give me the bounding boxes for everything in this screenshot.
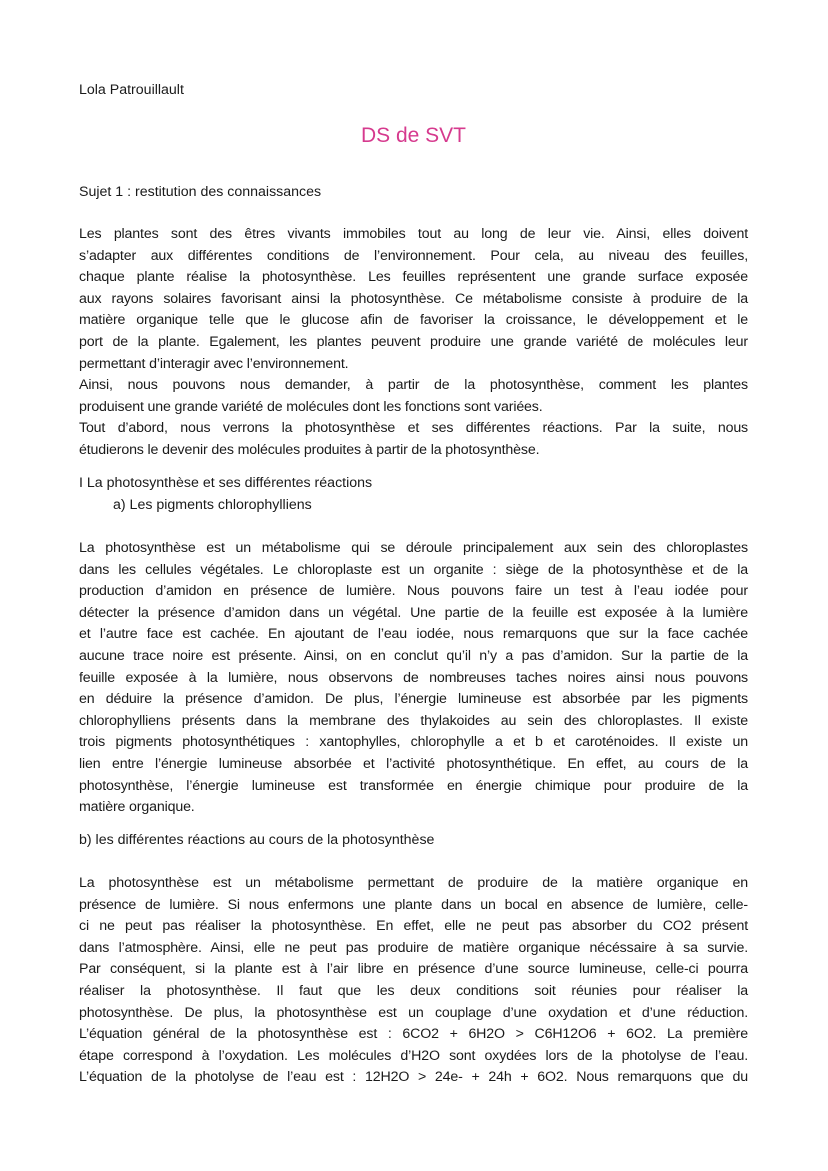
- text-line: La photosynthèse est un métabolisme qui se déroule principalement aux sein des chloroplastes: [79, 540, 748, 556]
- text-line: photosynthèse. De plus, la photosynthèse est un couplage d’une oxydation et d’une réduction.: [79, 1004, 748, 1021]
- text-line: L’équation général de la photosynthèse est : 6CO2 + 6H2O > C6H12O6 + 6O2. La première: [79, 1026, 748, 1043]
- text-line: matière organique.: [79, 799, 195, 816]
- text-line: La photosynthèse est un métabolisme permettant de produire de la matière organique en: [79, 875, 748, 891]
- text-line: réaliser la photosynthèse. Il faut que les deux conditions soit réunies pour réaliser la: [79, 982, 748, 999]
- text-line: s’adapter aux différentes conditions de l’environnement. Pour cela, au niveau des feuilles,: [79, 247, 748, 264]
- text-line: port de la plante. Egalement, les plantes peuvent produire une grande variété de molécules leur: [79, 333, 748, 350]
- subsection-a-paragraph: [79, 538, 748, 819]
- document-title: DS de SVT: [360, 124, 467, 147]
- text-line: trois pigments photosynthétiques : xantophylles, chlorophylle a et b et caroténoides. Il existe un: [79, 734, 748, 751]
- text-line: étape correspond à l’oxydation. Les molécules d’H2O sont oxydées lors de la photolyse de l’eau.: [79, 1047, 748, 1064]
- text-line: en déduire la présence d’amidon. De plus, l’énergie lumineuse est absorbée par les pigments: [79, 691, 748, 708]
- intro-paragraph: [79, 224, 748, 462]
- text-line: détecter la présence d’amidon dans un végétal. Une partie de la feuille est exposée à la lumière: [79, 604, 748, 621]
- text-line: permettant d’interagir avec l’environnement.: [79, 355, 349, 372]
- text-line: et l’autre face est cachée. En ajoutant de l’eau iodée, nous remarquons que sur la face cachée: [79, 626, 748, 643]
- text-line: feuille exposée à la lumière, nous observons de nombreuses taches noires ainsi nous pouvons: [79, 669, 748, 686]
- text-line: Les plantes sont des êtres vivants immobiles tout au long de leur vie. Ainsi, elles doivent: [79, 226, 748, 242]
- text-line: chaque plante réalise la photosynthèse. Les feuilles représentent une grande surface exposée: [79, 269, 748, 286]
- text-line: photosynthèse, l’énergie lumineuse est transformée en énergie chimique pour produire de la: [79, 777, 748, 794]
- text-line: Tout d’abord, nous verrons la photosynthèse et ses différentes réactions. Par la suite, nous: [79, 420, 748, 437]
- section-heading: I La photosynthèse et ses différentes réactions: [79, 475, 373, 491]
- text-line: Par conséquent, si la plante est à l’air libre en présence d’une source lumineuse, celle-ci pourra: [79, 961, 748, 978]
- text-line: dans l’atmosphère. Ainsi, elle ne peut pas produire de matière organique nécéssaire à sa survie.: [79, 939, 748, 956]
- text-line: chlorophylliens présents dans la membrane des thylakoides au sein des chloroplastes. Il existe: [79, 712, 748, 729]
- text-line: L’équation de la photolyse de l’eau est : 12H2O > 24e- + 24h + 6O2. Nous remarquons que du: [79, 1069, 748, 1086]
- text-line: présence de lumière. Si nous enfermons une plante dans un bocal en absence de lumière, celle-: [79, 896, 748, 913]
- text-line: lien entre l’énergie lumineuse absorbée et l’activité photosynthétique. En effet, au cours de la: [79, 755, 748, 772]
- subsection-b-paragraph: [79, 873, 748, 1089]
- text-line: aucune trace noire est présente. Ainsi, on en conclut qu’il n’y a pas d’amidon. Sur la partie de la: [79, 647, 748, 664]
- text-line: matière organique telle que le glucose afin de favoriser la croissance, le développement et le: [79, 312, 748, 329]
- text-line: ci ne peut pas réaliser la photosynthèse. En effet, elle ne peut pas absorber du CO2 présent: [79, 918, 748, 935]
- text-line: étudierons le devenir des molécules produites à partir de la photosynthèse.: [79, 441, 540, 458]
- text-line: dans les cellules végétales. Le chloroplaste est un organite : siège de la photosynthèse et de la: [79, 561, 748, 578]
- text-line: aux rayons solaires favorisant ainsi la photosynthèse. Ce métabolisme consiste à produire de la: [79, 290, 748, 307]
- subsection-heading-a: a) Les pigments chlorophylliens: [113, 497, 312, 513]
- text-line: production d’amidon en présence de lumière. Nous pouvons faire un test à l’eau iodée pour: [79, 583, 748, 600]
- subject-heading: Sujet 1 : restitution des connaissances: [79, 184, 322, 200]
- author-name: Lola Patrouillault: [79, 82, 184, 98]
- subsection-heading-b: b) les différentes réactions au cours de la photosynthèse: [79, 832, 435, 848]
- text-line: produisent une grande variété de molécules dont les fonctions sont variées.: [79, 398, 543, 415]
- text-line: Ainsi, nous pouvons nous demander, à partir de la photosynthèse, comment les plantes: [79, 377, 748, 394]
